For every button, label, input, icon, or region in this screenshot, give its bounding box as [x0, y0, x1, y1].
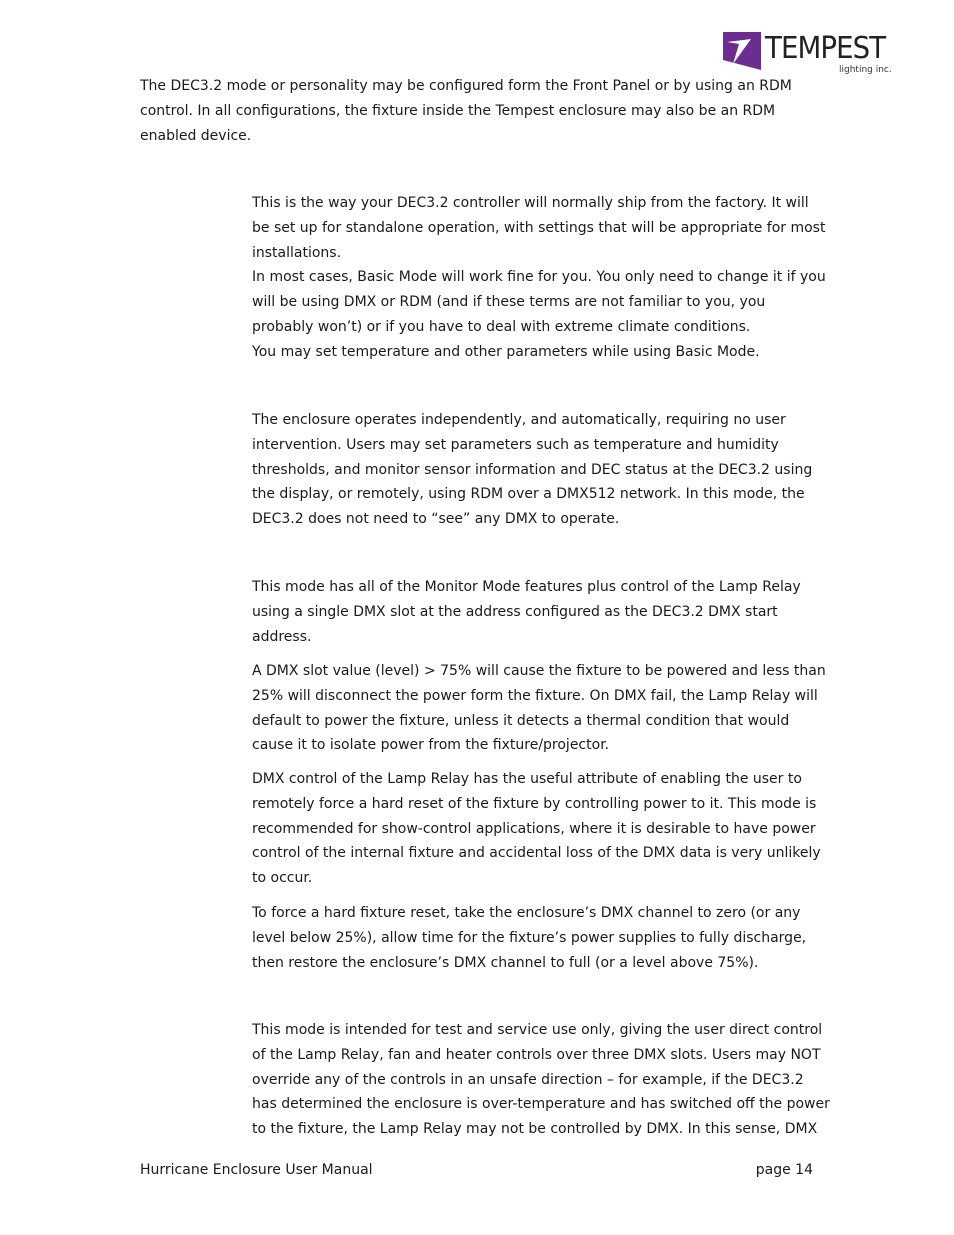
text-line: recommended for show-control applications, where it is desirable to have power [252, 820, 816, 837]
relay-mode-paragraph-2 [252, 659, 826, 758]
footer-page-number: page 14 [755, 1162, 813, 1178]
text-line: installations. [252, 244, 342, 261]
relay-mode-paragraph-1 [252, 575, 801, 649]
logo-wordmark: TEMPEST [765, 31, 886, 66]
text-line: control of the internal fixture and accidental loss of the DMX data is very unlikely [252, 845, 821, 862]
service-mode-section [252, 1018, 830, 1142]
text-line: DMX control of the Lamp Relay has the useful attribute of enabling the user to [252, 771, 802, 787]
text-line: using a single DMX slot at the address configured as the DEC3.2 DMX start [252, 603, 778, 620]
text-line: thresholds, and monitor sensor information and DEC status at the DEC3.2 using [252, 461, 813, 478]
text-line: has determined the enclosure is over-temperature and has switched off the power [252, 1096, 830, 1113]
text-line: of the Lamp Relay, fan and heater controls over three DMX slots. Users may NOT [252, 1046, 821, 1063]
text-line: To force a hard fixture reset, take the enclosure’s DMX channel to zero (or any [252, 905, 801, 921]
relay-mode-paragraph-3 [252, 767, 821, 891]
intro-paragraph [140, 74, 792, 148]
footer-document-title: Hurricane Enclosure User Manual [140, 1162, 373, 1178]
text-line: DEC3.2 does not need to “see” any DMX to operate. [252, 511, 620, 528]
text-line: to the fixture, the Lamp Relay may not be controlled by DMX. In this sense, DMX [252, 1121, 818, 1138]
relay-mode-paragraph-4 [252, 901, 806, 975]
text-line: remotely force a hard reset of the fixture by controlling power to it. This mode is [252, 795, 817, 812]
text-line: This mode is intended for test and service use only, giving the user direct control [252, 1022, 823, 1038]
text-line: probably won’t) or if you have to deal with extreme climate conditions. [252, 318, 751, 335]
text-line: will be using DMX or RDM (and if these terms are not familiar to you, you [252, 294, 766, 311]
basic-mode-section [252, 191, 826, 365]
text-line: intervention. Users may set parameters such as temperature and humidity [252, 436, 779, 453]
tempest-logo [721, 30, 896, 76]
text-line: the display, or remotely, using RDM over a DMX512 network. In this mode, the [252, 486, 805, 503]
text-line: default to power the fixture, unless it detects a thermal condition that would [252, 712, 790, 729]
text-line: enabled device. [140, 127, 252, 144]
text-line: control. In all configurations, the fixture inside the Tempest enclosure may also be an RDM [140, 102, 776, 119]
text-line: In most cases, Basic Mode will work fine for you. You only need to change it if you [252, 269, 826, 286]
logo-subtitle: lighting inc. [839, 65, 892, 75]
text-line: be set up for standalone operation, with settings that will be appropriate for most [252, 219, 826, 236]
text-line: override any of the controls in an unsafe direction – for example, if the DEC3.2 [252, 1071, 804, 1088]
text-line: cause it to isolate power from the fixture/projector. [252, 737, 610, 754]
text-line: then restore the enclosure’s DMX channel to full (or a level above 75%). [252, 954, 759, 971]
text-line: You may set temperature and other parameters while using Basic Mode. [252, 343, 760, 360]
text-line: This mode has all of the Monitor Mode features plus control of the Lamp Relay [252, 579, 801, 595]
text-line: 25% will disconnect the power form the fixture. On DMX fail, the Lamp Relay will [252, 687, 818, 704]
monitor-mode-section [252, 408, 812, 532]
text-line: A DMX slot value (level) > 75% will cause the fixture to be powered and less than [252, 663, 826, 679]
text-line: to occur. [252, 870, 313, 887]
text-line: address. [252, 628, 312, 645]
text-line: level below 25%), allow time for the fixture’s power supplies to fully discharge, [252, 929, 807, 946]
text-line: The enclosure operates independently, and automatically, requiring no user [252, 412, 786, 428]
tempest-logo-icon [721, 30, 763, 72]
text-line: The DEC3.2 mode or personality may be configured form the Front Panel or by using an RDM [140, 78, 792, 94]
text-line: This is the way your DEC3.2 controller will normally ship from the factory. It will [252, 195, 809, 211]
